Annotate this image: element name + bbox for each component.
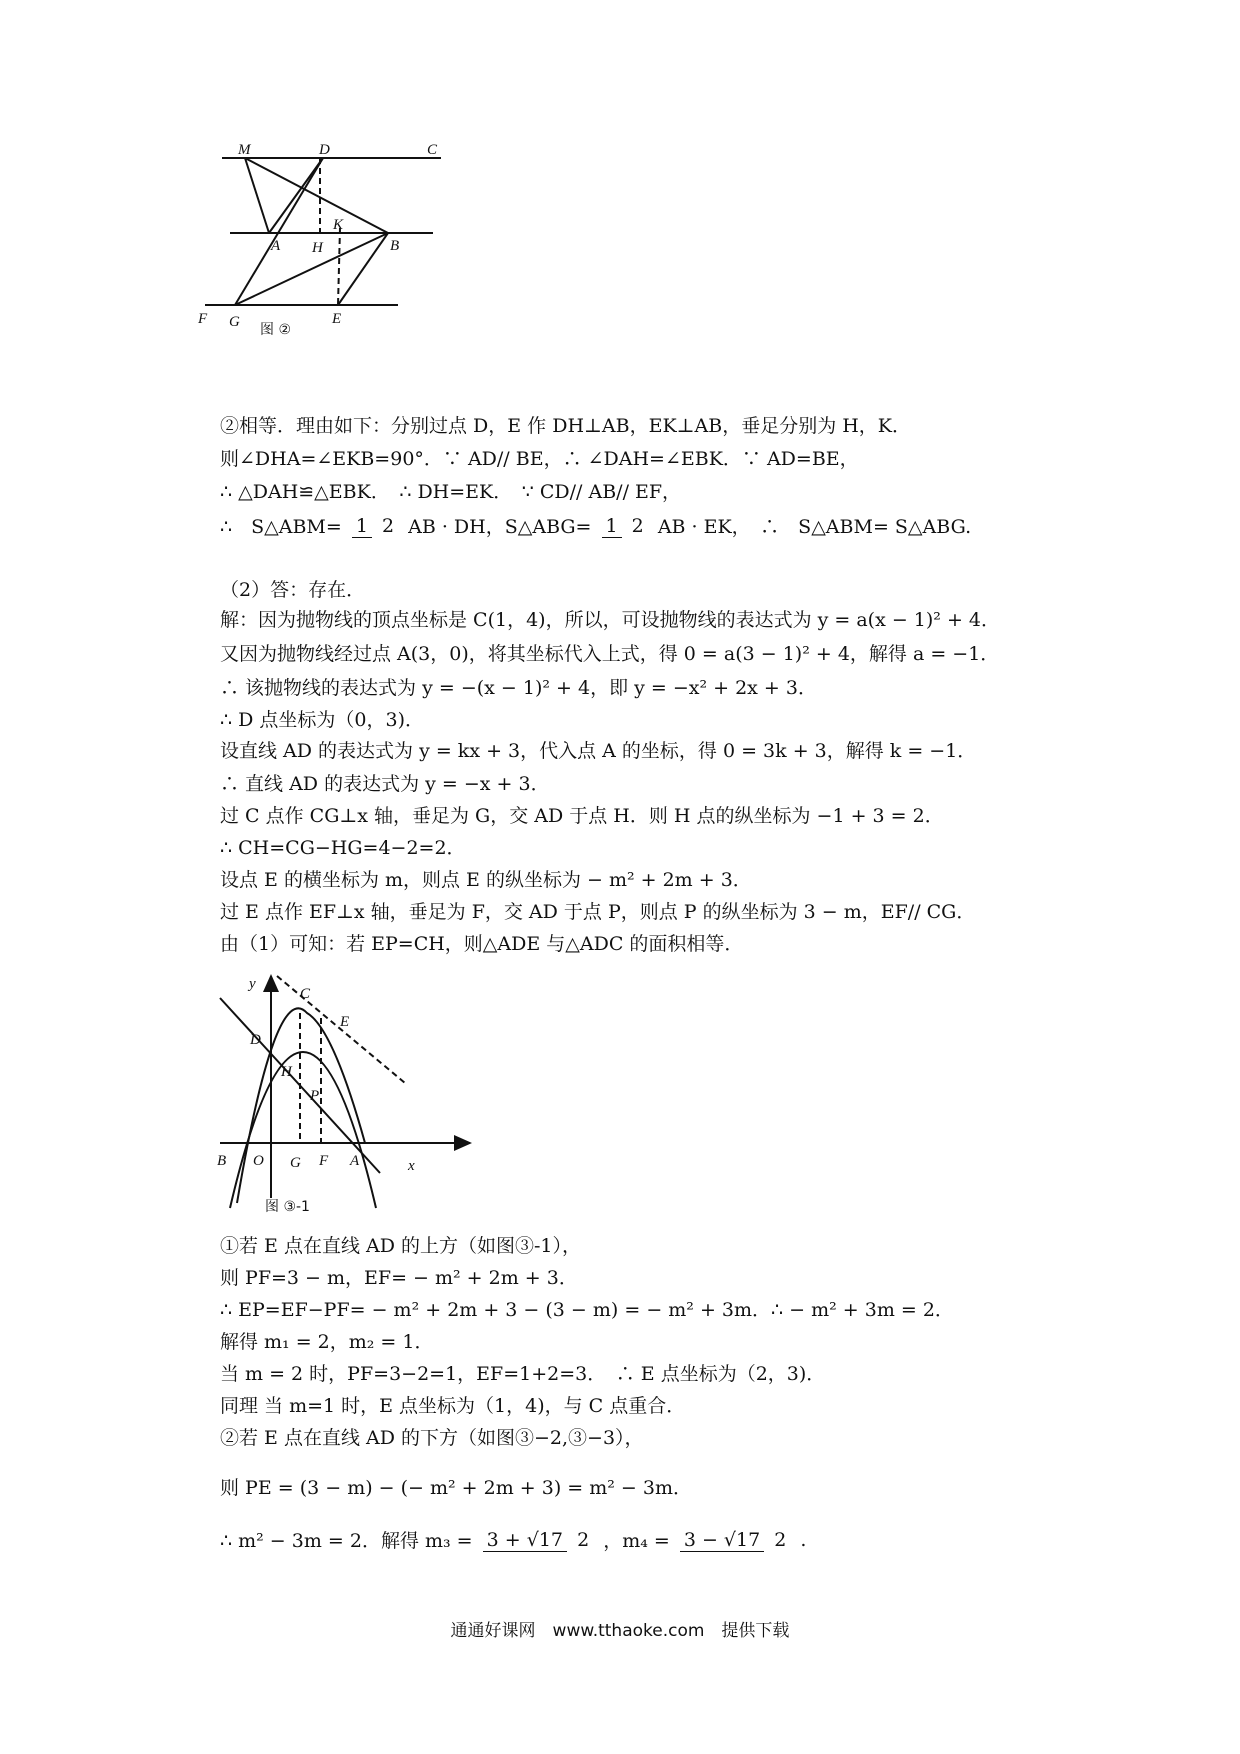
- label-C: C: [427, 142, 438, 158]
- final-prefix: ∴ m² − 3m = 2．解得 m₃ =: [220, 1530, 473, 1552]
- label-K: K: [333, 217, 344, 233]
- label-D: D: [250, 1032, 261, 1048]
- label-G: G: [290, 1155, 301, 1171]
- label-O: O: [253, 1153, 264, 1169]
- case1-line-6: 同理 当 m=1 时，E 点坐标为（1，4)，与 C 点重合．: [220, 1395, 686, 1417]
- case2-line-1: ②若 E 点在直线 AD 的下方（如图③−2,③−3），: [220, 1427, 644, 1449]
- label-D: D: [319, 142, 330, 158]
- label-C: C: [300, 986, 311, 1002]
- case2-line-2: 则 PE = (3 − m) − (− m² + 2m + 3) = m² − 3m．: [220, 1477, 692, 1499]
- area-equation: [220, 512, 971, 572]
- case1-line-5: 当 m = 2 时，PF=3−2=1，EF=1+2=3． ∴ E 点坐标为（2，3)．: [220, 1363, 826, 1385]
- label-E: E: [340, 1014, 350, 1030]
- part2-line-12: 由（1）可知：若 EP=CH，则△ADE 与△ADC 的面积相等．: [220, 933, 744, 955]
- figure-3-1: [215, 968, 475, 1213]
- case1-line-1: ①若 E 点在直线 AD 的上方（如图③-1），: [220, 1235, 581, 1257]
- part2-line-2: 解：因为抛物线的顶点坐标是 C(1，4)，所以，可设抛物线的表达式为 y = a(x − 1)² + 4．: [220, 609, 1001, 631]
- label-B: B: [390, 238, 400, 254]
- final-equation: [220, 1526, 806, 1586]
- label-G: G: [229, 314, 240, 330]
- part2-line-4: ∴ 该抛物线的表达式为 y = −(x − 1)² + 4，即 y = −x² + 2x + 3．: [220, 677, 817, 699]
- figure-3-1-caption: 图 ③-1: [265, 1199, 310, 1213]
- part2-line-7: ∴ 直线 AD 的表达式为 y = −x + 3．: [220, 773, 550, 795]
- label-M: M: [238, 142, 251, 158]
- label-B: B: [217, 1153, 227, 1169]
- final-suffix: .: [800, 1528, 807, 1551]
- label-F: F: [198, 311, 208, 327]
- label-A: A: [271, 238, 281, 254]
- final-mid: ，m₄ =: [603, 1530, 670, 1552]
- case1-line-3: ∴ EP=EF−PF= − m² + 2m + 3 − (3 − m) = − m² + 3m．∴ − m² + 3m = 2．: [220, 1299, 954, 1321]
- para1-line-2: 则∠DHA=∠EKB=90°．∵ AD// BE，∴ ∠DAH=∠EBK．∵ AD=BE，: [220, 448, 859, 470]
- page-footer: 通通好课网 www.tthaoke.com 提供下载: [450, 1621, 790, 1641]
- fraction-m4: 3 − √17 2: [680, 1527, 791, 1553]
- label-H: H: [281, 1064, 292, 1080]
- part2-line-10: 设点 E 的横坐标为 m，则点 E 的纵坐标为 − m² + 2m + 3．: [220, 869, 752, 891]
- label-F: F: [319, 1153, 329, 1169]
- figure-2-caption: 图 ②: [260, 322, 292, 338]
- label-P: P: [310, 1088, 320, 1104]
- label-E: E: [332, 311, 342, 327]
- part2-line-8: 过 C 点作 CG⊥x 轴，垂足为 G，交 AD 于点 H．则 H 点的纵坐标为 −1 + 3 = 2．: [220, 805, 944, 827]
- part2-line-11: 过 E 点作 EF⊥x 轴，垂足为 F，交 AD 于点 P，则点 P 的纵坐标为 3 − m，EF// CG．: [220, 901, 976, 923]
- label-x: x: [408, 1158, 415, 1174]
- part2-line-6: 设直线 AD 的表达式为 y = kx + 3，代入点 A 的坐标，得 0 = 3k + 3，解得 k = −1．: [220, 740, 977, 762]
- part2-line-3: 又因为抛物线经过点 A(3，0)，将其坐标代入上式，得 0 = a(3 − 1)² + 4，解得 a = −1．: [220, 643, 1000, 665]
- area-prefix: ∴ S△ABM=: [220, 516, 342, 538]
- fraction-half-1: 1 2: [352, 513, 398, 539]
- fraction-m3: 3 + √17 2: [483, 1527, 594, 1553]
- part2-line-5: ∴ D 点坐标为（0，3)．: [220, 709, 424, 731]
- label-A: A: [350, 1153, 360, 1169]
- figure-2: [195, 140, 465, 375]
- para1-line-3: ∴ △DAH≌△EBK． ∴ DH=EK． ∵ CD// AB// EF，: [220, 481, 682, 503]
- para1-line-1: ②相等．理由如下：分别过点 D，E 作 DH⊥AB，EK⊥AB，垂足分别为 H，K．: [220, 415, 911, 437]
- label-y: y: [249, 976, 256, 992]
- part2-line-9: ∴ CH=CG−HG=4−2=2．: [220, 837, 466, 859]
- case1-line-4: 解得 m₁ = 2，m₂ = 1．: [220, 1331, 434, 1353]
- area-mid: AB · DH，S△ABG=: [408, 516, 592, 538]
- parabola: [230, 1052, 376, 1208]
- case1-line-2: 则 PF=3 − m，EF= − m² + 2m + 3．: [220, 1267, 578, 1289]
- fraction-half-2: 1 2: [602, 513, 648, 539]
- label-H: H: [312, 240, 323, 256]
- part2-line-1: （2）答：存在．: [220, 579, 366, 601]
- area-suffix: AB · EK， ∴ S△ABM= S△ABG.: [657, 516, 972, 538]
